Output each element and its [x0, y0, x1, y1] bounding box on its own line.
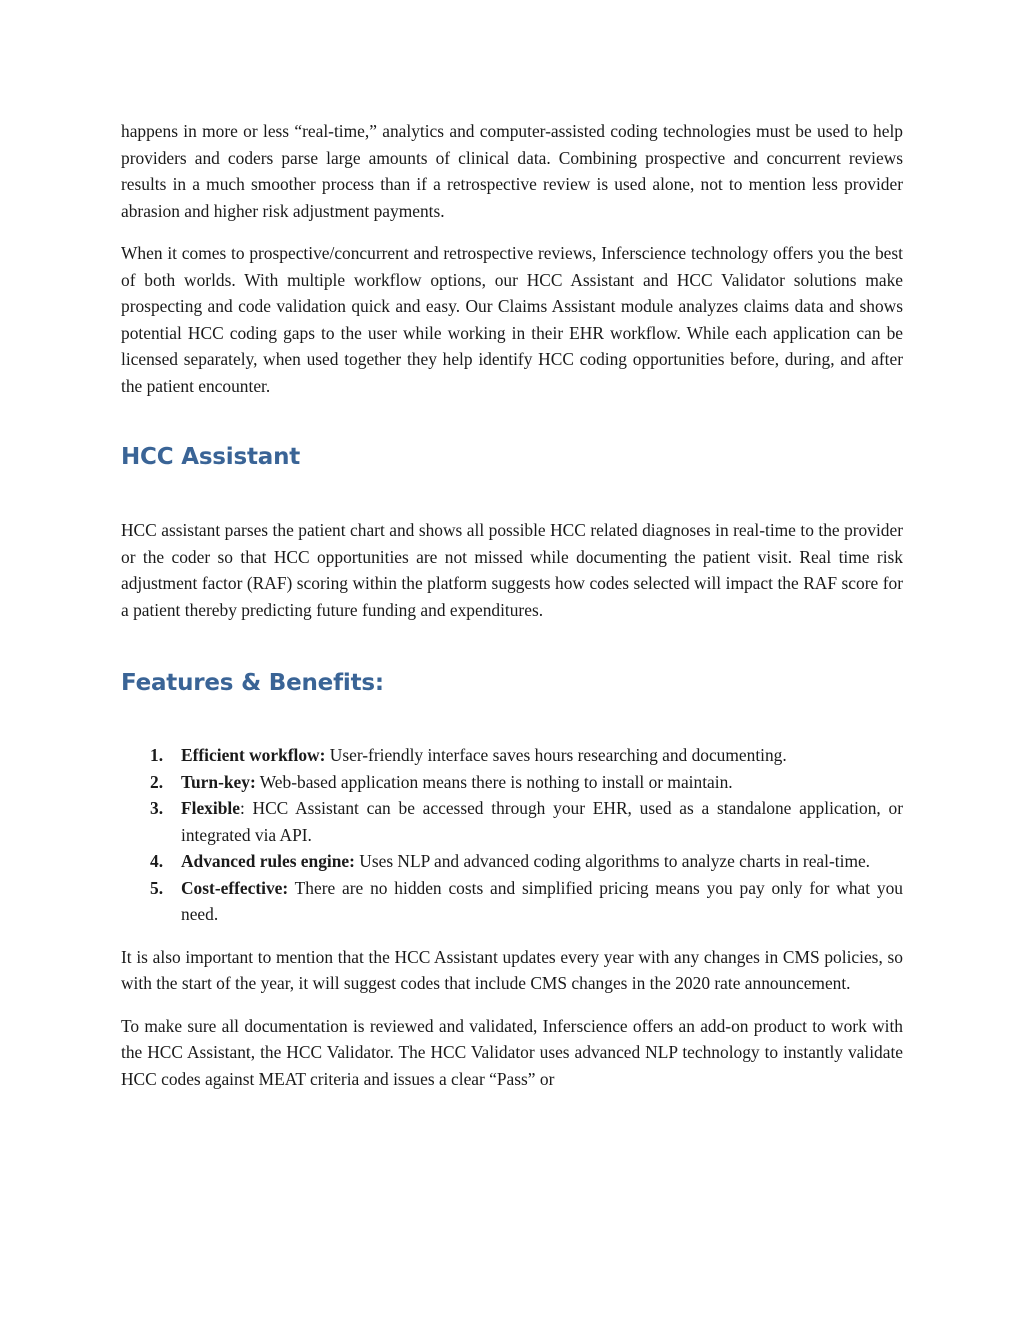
- hcc-assistant-heading: HCC Assistant: [121, 444, 301, 470]
- feature-term: Advanced rules engine:: [181, 851, 355, 871]
- list-item: [121, 769, 903, 796]
- list-number: 4.: [150, 851, 164, 871]
- updates-paragraph: It is also important to mention that the HCC Assistant updates every year with any changes in CMS policies, so with the start of the year, it will suggest codes that include CMS changes in the 2020 rate announcement.: [121, 946, 903, 993]
- feature-text: : HCC Assistant can be accessed through your EHR, used as a standalone application, or integrated via API.: [181, 798, 903, 845]
- feature-text: There are no hidden costs and simplified pricing means you pay only for what you need.: [181, 877, 903, 924]
- list-number: 1.: [150, 745, 164, 765]
- feature-text: Uses NLP and advanced coding algorithms to analyze charts in real-time.: [354, 851, 871, 871]
- feature-term: Flexible: [181, 798, 240, 818]
- intro-paragraph-1: happens in more or less “real-time,” analytics and computer-assisted coding technologies must be used to help providers and coders parse large amounts of clinical data. Combining prospective and concurrent reviews results in a much smoother process than if a retrospective review is used alone, not to mention less provider abrasion and higher risk adjustment payments.: [121, 121, 903, 221]
- feature-text: User-friendly interface saves hours researching and documenting.: [325, 745, 787, 765]
- list-number: 2.: [150, 771, 164, 792]
- features-heading: Features & Benefits:: [121, 670, 384, 696]
- feature-term: Turn-key:: [181, 771, 256, 792]
- list-item: [121, 742, 903, 769]
- feature-text: Web-based application means there is nothing to install or maintain.: [255, 771, 733, 792]
- validator-paragraph: To make sure all documentation is reviewed and validated, Inferscience offers an add-on product to work with the HCC Assistant, the HCC Validator. The HCC Validator uses advanced NLP technology to instantly validate HCC codes against MEAT criteria and issues a clear “Pass” or: [121, 1015, 903, 1089]
- hcc-assistant-paragraph: HCC assistant parses the patient chart and shows all possible HCC related diagnoses in real-time to the provider or the coder so that HCC opportunities are not missed while documenting the patient visit. Real time risk adjustment factor (RAF) scoring within the platform suggests how codes selected will impact the RAF score for a patient thereby predicting future funding and expenditures.: [121, 520, 903, 620]
- feature-term: Efficient workflow:: [181, 745, 326, 765]
- document-body: [121, 118, 903, 1092]
- list-number: 3.: [150, 798, 164, 818]
- features-list: [121, 742, 903, 928]
- list-item: [121, 795, 903, 848]
- list-item: [121, 875, 903, 928]
- list-item: [121, 848, 903, 875]
- intro-paragraph-2: When it comes to prospective/concurrent and retrospective reviews, Inferscience technology offers you the best of both worlds. With multiple workflow options, our HCC Assistant and HCC Validator solutions make prospecting and code validation quick and easy. Our Claims Assistant module analyzes claims data and shows potential HCC coding gaps to the user while working in their EHR workflow. While each application can be licensed separately, when used together they help identify HCC coding opportunities before, during, and after the patient encounter.: [121, 243, 903, 396]
- list-number: 5.: [150, 877, 164, 898]
- feature-term: Cost-effective:: [181, 877, 289, 898]
